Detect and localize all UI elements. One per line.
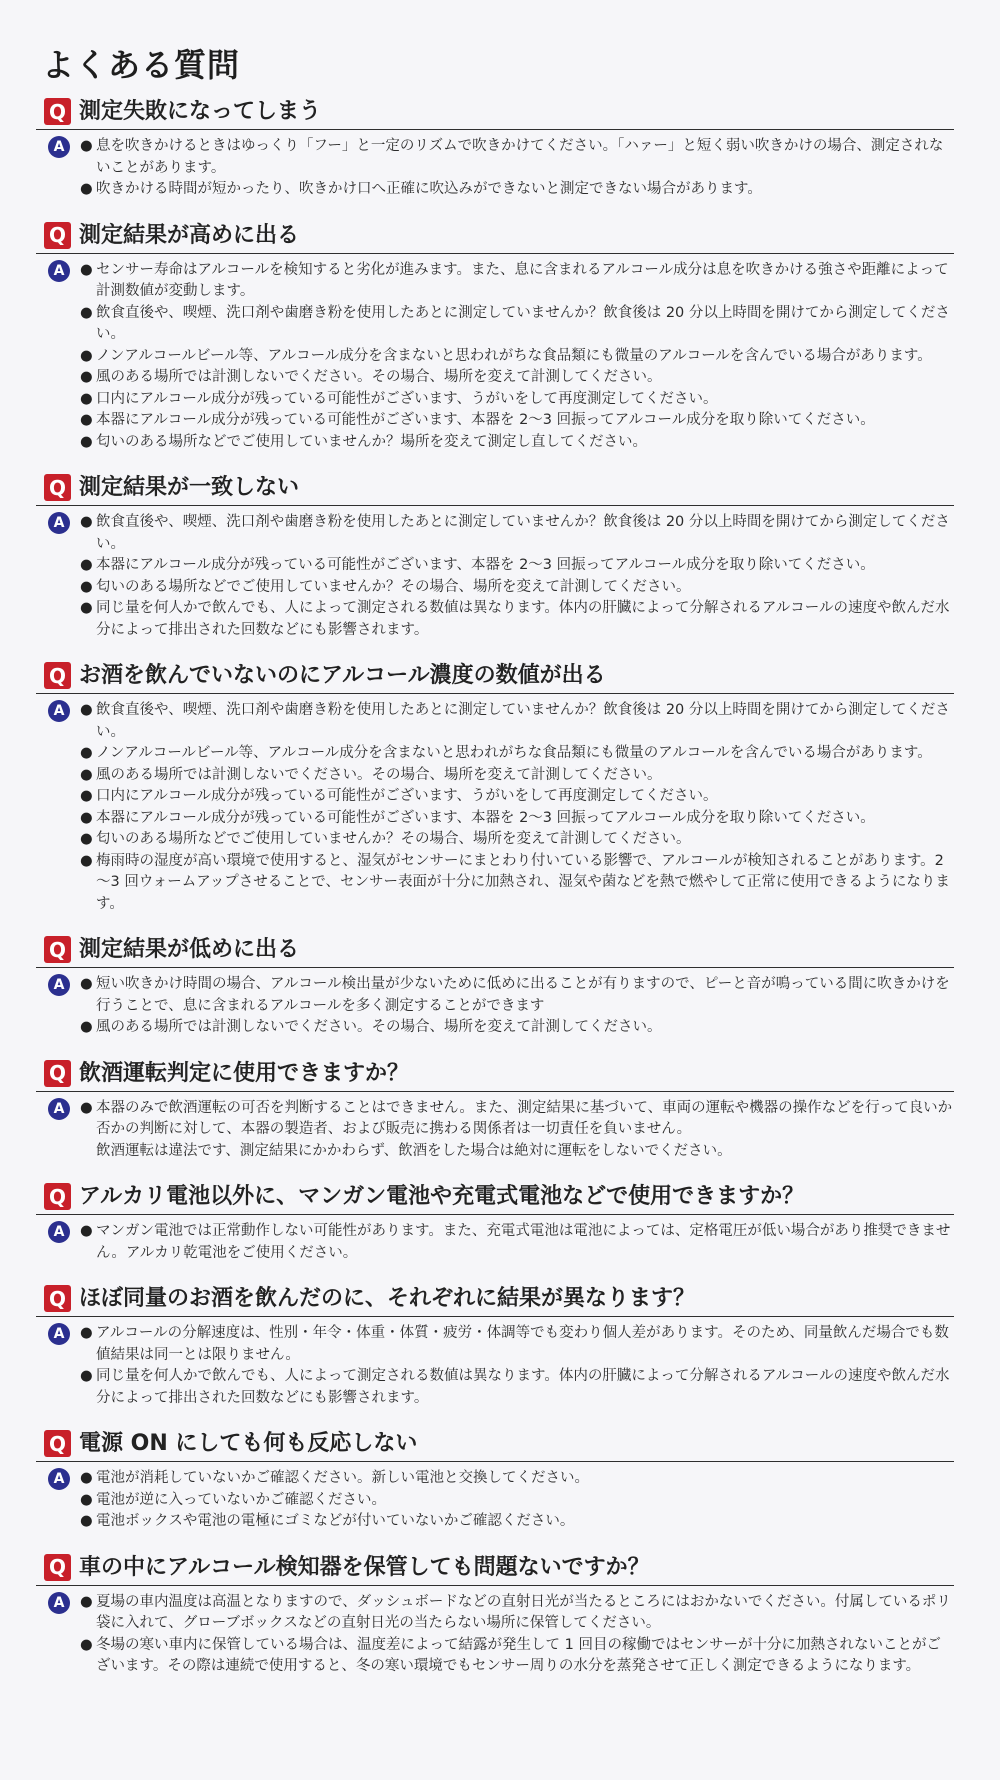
question-text: 測定結果が高めに出る bbox=[79, 222, 300, 248]
answer-row bbox=[36, 1462, 954, 1533]
question-row bbox=[36, 662, 954, 694]
answer-icon: A bbox=[48, 974, 70, 996]
answer-text: 飲食直後や、喫煙、洗口剤や歯磨き粉を使用したあとに測定していませんか？飲食後は 20 分以上時間を開けてから測定してください。 bbox=[96, 304, 950, 342]
bullet-icon: ● bbox=[80, 766, 93, 783]
answer-row bbox=[36, 694, 954, 915]
answer-row bbox=[36, 1092, 954, 1163]
bullet-icon: ● bbox=[80, 181, 93, 197]
bullet-icon: ● bbox=[80, 261, 93, 278]
answer-item bbox=[80, 1017, 954, 1039]
faq-item bbox=[36, 1554, 954, 1678]
answer-text: ノンアルコールビール等、アルコール成分を含まないと思われがちな食品類にも微量のアルコールを含んでいる場合があります。 bbox=[96, 745, 932, 761]
answer-item bbox=[80, 1468, 954, 1490]
answer-item bbox=[80, 700, 954, 743]
question-text: 電源 ON にしても何も反応しない bbox=[79, 1431, 418, 1456]
answer-text: アルコールの分解速度は、性別・年令・体重・体質・疲労・体調等でも変わり個人差があります。そのため、同量飲んだ場合でも数値結果は同一とは限りません。 bbox=[96, 1325, 949, 1363]
answer-item bbox=[80, 1511, 954, 1533]
faq-item bbox=[36, 662, 954, 915]
question-icon: Q bbox=[44, 222, 71, 249]
answer-list bbox=[80, 1098, 954, 1163]
answer-item bbox=[80, 303, 954, 346]
answer-text: 電池ボックスや電池の電極にゴミなどが付いていないかご確認ください。 bbox=[96, 1513, 575, 1529]
faq-list bbox=[36, 98, 954, 1678]
question-icon: Q bbox=[44, 936, 71, 963]
question-row bbox=[36, 474, 954, 506]
answer-list bbox=[80, 700, 954, 915]
answer-item bbox=[80, 260, 954, 303]
answer-list bbox=[80, 1323, 954, 1409]
answer-item bbox=[80, 136, 954, 179]
answer-item bbox=[80, 1098, 954, 1141]
answer-text: 匂いのある場所などでご使用していませんか？その場合、場所を変えて計測してください。 bbox=[96, 831, 691, 847]
answer-continuation: 飲酒運転は違法です、測定結果にかかわらず、飲酒をした場合は絶対に運転をしないでください。 bbox=[96, 1142, 732, 1159]
answer-text: 電池が逆に入っていないかご確認ください。 bbox=[96, 1491, 386, 1508]
answer-list bbox=[80, 512, 954, 641]
answer-row bbox=[36, 1586, 954, 1678]
bullet-icon: ● bbox=[80, 1593, 93, 1610]
answer-item bbox=[80, 1323, 954, 1366]
answer-text: 風のある場所では計測しないでください。その場合、場所を変えて計測してください。 bbox=[96, 1019, 662, 1035]
answer-text: センサー寿命はアルコールを検知すると劣化が進みます。また、息に含まれるアルコール成分は息を吹きかける強さや距離によって計測数値が変動します。 bbox=[96, 261, 949, 299]
answer-icon: A bbox=[48, 1221, 70, 1243]
question-text: お酒を飲んでいないのにアルコール濃度の数値が出る bbox=[79, 663, 606, 688]
answer-item bbox=[80, 432, 954, 454]
answer-item bbox=[80, 786, 954, 808]
bullet-icon: ● bbox=[80, 1491, 93, 1508]
bullet-icon: ● bbox=[80, 1368, 93, 1384]
bullet-icon: ● bbox=[80, 600, 93, 616]
answer-text: 夏場の車内温度は高温となりますので、ダッシュボードなどの直射日光が当たるところにはおかないでください。付属しているポリ袋に入れて、グローブボックスなどの直射日光の当たらない場所に保管してください。 bbox=[96, 1593, 951, 1631]
answer-text: 同じ量を何人かで飲んでも、人によって測定される数値は異なります。体内の肝臓によって分解されるアルコールの速度や飲んだ水分によって排出された回数などにも影響されます。 bbox=[96, 600, 950, 638]
bullet-icon: ● bbox=[80, 976, 93, 992]
answer-item bbox=[80, 743, 954, 765]
answer-item bbox=[80, 1221, 954, 1264]
answer-list bbox=[80, 974, 954, 1039]
page-title: よくある質問 bbox=[42, 46, 241, 84]
question-text: 車の中にアルコール検知器を保管しても問題ないですか？ bbox=[79, 1554, 650, 1580]
bullet-icon: ● bbox=[80, 1636, 93, 1653]
answer-text: 本器にアルコール成分が残っている可能性がございます、本器を 2～3 回振ってアルコール成分を取り除いてください。 bbox=[96, 809, 875, 826]
question-icon: Q bbox=[44, 1285, 71, 1312]
question-icon: Q bbox=[44, 1554, 71, 1581]
question-row bbox=[36, 1285, 954, 1317]
bullet-icon: ● bbox=[80, 702, 93, 718]
answer-item bbox=[80, 179, 954, 201]
question-icon: Q bbox=[44, 474, 71, 501]
faq-item bbox=[36, 1430, 954, 1533]
answer-text: 口内にアルコール成分が残っている可能性がございます、うがいをして再度測定してください。 bbox=[96, 788, 718, 804]
bullet-icon: ● bbox=[80, 831, 93, 847]
answer-text: ノンアルコールビール等、アルコール成分を含まないと思われがちな食品類にも微量のアルコールを含んでいる場合があります。 bbox=[96, 347, 932, 364]
answer-text: 冬場の寒い車内に保管している場合は、温度差によって結露が発生して 1 回目の稼働ではセンサーが十分に加熱されないことがございます。その際は連続で使用すると、冬の寒い環境でもセンサー周りの水分を蒸発させて正しく測定できるようになります。 bbox=[96, 1636, 941, 1674]
question-row bbox=[36, 936, 954, 968]
answer-item bbox=[80, 765, 954, 787]
bullet-icon: ● bbox=[80, 809, 93, 826]
bullet-icon: ● bbox=[80, 788, 93, 804]
question-icon: Q bbox=[44, 1183, 71, 1210]
answer-icon: A bbox=[48, 1098, 70, 1120]
answer-icon: A bbox=[48, 1592, 70, 1614]
faq-item bbox=[36, 1060, 954, 1163]
answer-item bbox=[80, 512, 954, 555]
question-icon: Q bbox=[44, 662, 71, 689]
answer-item bbox=[80, 1635, 954, 1678]
question-text: 測定結果が低めに出る bbox=[79, 937, 300, 962]
answer-text: 風のある場所では計測しないでください。その場合、場所を変えて計測してください。 bbox=[96, 766, 662, 783]
bullet-icon: ● bbox=[80, 433, 93, 450]
answer-icon: A bbox=[48, 1323, 70, 1345]
answer-list bbox=[80, 136, 954, 201]
bullet-icon: ● bbox=[80, 514, 93, 530]
bullet-icon: ● bbox=[80, 138, 93, 154]
answer-item bbox=[80, 598, 954, 641]
answer-row bbox=[36, 1215, 954, 1264]
answer-icon: A bbox=[48, 260, 70, 282]
bullet-icon: ● bbox=[80, 1513, 93, 1529]
question-text: 飲酒運転判定に使用できますか？ bbox=[79, 1060, 410, 1086]
bullet-icon: ● bbox=[80, 745, 93, 761]
answer-text: 電池が消耗していないかご確認ください。新しい電池と交換してください。 bbox=[96, 1470, 589, 1486]
bullet-icon: ● bbox=[80, 578, 93, 595]
answer-row bbox=[36, 968, 954, 1039]
faq-item bbox=[36, 222, 954, 454]
question-text: ほぼ同量のお酒を飲んだのに、それぞれに結果が異なります？ bbox=[79, 1286, 696, 1311]
bullet-icon: ● bbox=[80, 852, 93, 869]
question-icon: Q bbox=[44, 98, 71, 125]
answer-list bbox=[80, 1468, 954, 1533]
answer-icon: A bbox=[48, 1468, 70, 1490]
answer-text: 本器のみで飲酒運転の可否を判断することはできません。また、測定結果に基づいて、車両の運転や機器の操作などを行って良いか否かの判断に対して、本器の製造者、および販売に携わる関係者は一切責任を負いません。 bbox=[96, 1099, 953, 1137]
question-row bbox=[36, 1060, 954, 1092]
question-row bbox=[36, 1183, 954, 1215]
answer-text: 吹きかける時間が短かったり、吹きかけ口へ正確に吹込みができないと測定できない場合があります。 bbox=[96, 181, 762, 197]
answer-text: 息を吹きかけるときはゆっくり「フー」と一定のリズムで吹きかけてください。「ハァー」と短く弱い吹きかけの場合、測定されないことがあります。 bbox=[96, 138, 944, 176]
answer-row bbox=[36, 1317, 954, 1409]
answer-list bbox=[80, 1592, 954, 1678]
bullet-icon: ● bbox=[80, 1325, 93, 1341]
bullet-icon: ● bbox=[80, 1223, 93, 1239]
answer-row bbox=[36, 506, 954, 641]
bullet-icon: ● bbox=[80, 1019, 93, 1035]
answer-item bbox=[80, 410, 954, 432]
bullet-icon: ● bbox=[80, 390, 93, 407]
answer-text: 飲食直後や、喫煙、洗口剤や歯磨き粉を使用したあとに測定していませんか？飲食後は 20 分以上時間を開けてから測定してください。 bbox=[96, 702, 950, 740]
answer-item bbox=[80, 577, 954, 599]
bullet-icon: ● bbox=[80, 304, 93, 321]
answer-item bbox=[80, 808, 954, 830]
answer-icon: A bbox=[48, 700, 70, 722]
answer-item bbox=[80, 367, 954, 389]
answer-item bbox=[80, 1592, 954, 1635]
faq-item bbox=[36, 936, 954, 1039]
answer-item bbox=[80, 1366, 954, 1409]
bullet-icon: ● bbox=[80, 347, 93, 364]
question-row bbox=[36, 1554, 954, 1586]
answer-text: 匂いのある場所などでご使用していませんか？その場合、場所を変えて計測してください。 bbox=[96, 578, 691, 595]
answer-row bbox=[36, 254, 954, 454]
answer-text: 匂いのある場所などでご使用していませんか？場所を変えて測定し直してください。 bbox=[96, 433, 647, 450]
answer-item bbox=[80, 1490, 954, 1512]
answer-list bbox=[80, 1221, 954, 1264]
answer-row bbox=[36, 130, 954, 201]
answer-text: 口内にアルコール成分が残っている可能性がございます、うがいをして再度測定してください。 bbox=[96, 390, 718, 407]
bullet-icon: ● bbox=[80, 1470, 93, 1486]
answer-icon: A bbox=[48, 512, 70, 534]
answer-item bbox=[80, 389, 954, 411]
question-row bbox=[36, 222, 954, 254]
question-row bbox=[36, 98, 954, 130]
answer-text: 本器にアルコール成分が残っている可能性がございます、本器を 2～3 回振ってアルコール成分を取り除いてください。 bbox=[96, 412, 875, 428]
question-text: 測定結果が一致しない bbox=[79, 475, 300, 500]
answer-item bbox=[80, 974, 954, 1017]
answer-text: 同じ量を何人かで飲んでも、人によって測定される数値は異なります。体内の肝臓によって分解されるアルコールの速度や飲んだ水分によって排出された回数などにも影響されます。 bbox=[96, 1368, 950, 1406]
answer-item bbox=[80, 346, 954, 368]
answer-text: マンガン電池では正常動作しない可能性があります。また、充電式電池は電池によっては、定格電圧が低い場合があり推奨できません。アルカリ乾電池をご使用ください。 bbox=[96, 1223, 951, 1261]
bullet-icon: ● bbox=[80, 412, 93, 428]
answer-text: 梅雨時の湿度が高い環境で使用すると、湿気がセンサーにまとわり付いている影響で、アルコールが検知されることがあります。2～3 回ウォームアップさせることで、センサー表面が十分に加熱され、湿気や菌などを熱で燃やして正常に使用できるようになります。 bbox=[96, 852, 950, 912]
answer-icon: A bbox=[48, 136, 70, 158]
answer-item bbox=[80, 555, 954, 577]
answer-text: 短い吹きかけ時間の場合、アルコール検出量が少ないために低めに出ることが有りますので、ピーと音が鳴っている間に吹きかけを行うことで、息に含まれるアルコールを多く測定することができます bbox=[96, 976, 950, 1014]
bullet-icon: ● bbox=[80, 557, 93, 573]
answer-item bbox=[80, 851, 954, 916]
bullet-icon: ● bbox=[80, 369, 93, 385]
bullet-icon: ● bbox=[80, 1099, 93, 1116]
answer-item bbox=[80, 829, 954, 851]
answer-text: 風のある場所では計測しないでください。その場合、場所を変えて計測してください。 bbox=[96, 369, 662, 385]
question-icon: Q bbox=[44, 1430, 71, 1457]
faq-item bbox=[36, 1285, 954, 1409]
answer-list bbox=[80, 260, 954, 454]
faq-item bbox=[36, 474, 954, 641]
question-icon: Q bbox=[44, 1060, 71, 1087]
answer-text: 飲食直後や、喫煙、洗口剤や歯磨き粉を使用したあとに測定していませんか？飲食後は 20 分以上時間を開けてから測定してください。 bbox=[96, 514, 950, 552]
faq-item bbox=[36, 1183, 954, 1264]
question-text: 測定失敗になってしまう bbox=[79, 99, 322, 124]
faq-item bbox=[36, 98, 954, 201]
question-row bbox=[36, 1430, 954, 1462]
answer-text: 本器にアルコール成分が残っている可能性がございます、本器を 2～3 回振ってアルコール成分を取り除いてください。 bbox=[96, 557, 875, 573]
question-text: アルカリ電池以外に、マンガン電池や充電式電池などで使用できますか？ bbox=[79, 1184, 805, 1209]
